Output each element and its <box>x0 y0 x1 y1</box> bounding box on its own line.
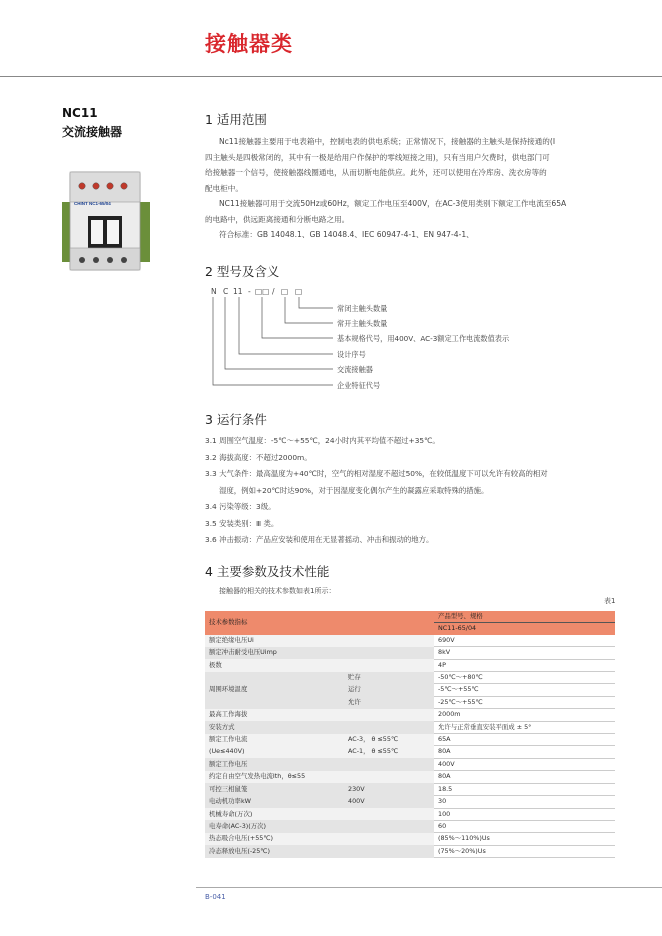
model-char: N <box>211 287 217 296</box>
table-row: 冷态释放电压(-25℃) (75%～20%)Us <box>205 845 615 857</box>
table-header-row <box>205 611 615 623</box>
table-row: 电寿命(AC-3)(万次) 60 <box>205 820 615 832</box>
table-row: 电动机功率kW 400V 30 <box>205 796 615 808</box>
section-1-line: 四主触头是四极常闭的，其中有一极是给用户作保护的零线短接之用)，只有当用户欠费时，供电部门可 <box>205 152 550 162</box>
condition-item: 3.4 污染等级：3级。 <box>205 502 276 511</box>
condition-item-cont: 湿度，例如+20℃时达90%，对于因湿度变化偶尔产生的凝露应采取特殊的措施。 <box>219 485 489 495</box>
section-1-line: 符合标准：GB 14048.1、GB 14048.4、IEC 60947-4-1、EN 947-4-1、 <box>219 230 474 239</box>
table-row: 额定冲击耐受电压Uimp 8kV <box>205 647 615 659</box>
model-designation-diagram <box>205 284 565 396</box>
table-row: 热态吸合电压(+55℃) (85%～110%)Us <box>205 833 615 845</box>
table-row: 最高工作海拔 2000m <box>205 709 615 721</box>
header-product-type: 产品型号、规格 <box>434 611 615 623</box>
model-label: 企业特征代号 <box>337 381 381 390</box>
section-3-title: 3 运行条件 <box>205 412 267 427</box>
model-label: 设计序号 <box>337 350 366 359</box>
table-label: 表1 <box>604 597 616 605</box>
table-intro: 接触器的相关的技术参数如表1所示： <box>219 587 336 595</box>
spec-table <box>205 611 615 858</box>
page-title: 接触器类 <box>205 32 293 56</box>
section-1-line: Nc11接触器主要用于电表箱中，控制电表的供电系统；正常情况下，接触器的主触头是保持接通的(I <box>219 137 556 146</box>
footer-rule <box>196 887 662 888</box>
model-char: C <box>223 287 229 296</box>
condition-item: 3.5 安装类别：Ⅲ 类。 <box>205 518 279 528</box>
table-row: 贮存 -50℃～+80℃ <box>205 672 615 684</box>
contactor-product-image <box>60 168 152 272</box>
table-row: (Ue≤440V) AC-1， θ ≤55℃ 80A <box>205 746 615 758</box>
section-1-line: NC11接触器可用于交流50Hz或60Hz，额定工作电压至400V，在AC-3使用类别下额定工作电流至65A <box>219 199 567 208</box>
table-row: 额定绝缘电压Ui 690V <box>205 635 615 647</box>
header-rule <box>0 76 662 77</box>
table-row: 可控三相鼠笼 230V 18.5 <box>205 783 615 795</box>
condition-item: 3.6 冲击振动：产品应安装和使用在无显著摇动、冲击和振动的地方。 <box>205 535 434 544</box>
table-row: 额定工作电压 400V <box>205 758 615 770</box>
condition-item: 3.2 海拔高度：不超过2000m。 <box>205 452 312 462</box>
model-char: □ <box>295 287 303 296</box>
model-char: □□ <box>255 287 270 296</box>
condition-item: 3.3 大气条件：最高温度为+40℃时，空气的相对湿度不超过50%，在较低温度下可以允许有较高的相对 <box>205 469 548 478</box>
model-char: □ <box>281 287 289 296</box>
model-char: - <box>248 287 251 296</box>
table-row: 周围环境温度 运行 -5℃～+55℃ <box>205 684 615 696</box>
model-label: 交流接触器 <box>337 365 373 374</box>
table-row: 安装方式 允许与正常垂直安装平面成 ± 5° <box>205 721 615 733</box>
product-image-label: CHINT NC1-65/04 <box>74 201 111 206</box>
section-3-body <box>205 434 625 550</box>
section-4-title: 4 主要参数及技术性能 <box>205 564 330 579</box>
model-char: 11 <box>233 287 243 296</box>
condition-item: 3.1 周围空气温度：-5℃～+55℃，24小时内其平均值不超过+35℃。 <box>205 436 440 445</box>
section-1-line: 给接触器一个信号，使接触器线圈通电，从而切断电能供应。此外，还可以使用在冷库房、洗衣房等的 <box>205 168 547 177</box>
section-1-title: 1 适用范围 <box>205 112 267 127</box>
model-label: 常闭主触头数量 <box>337 304 388 313</box>
product-code: NC11 <box>62 106 98 120</box>
header-model: NC11-65/04 <box>434 623 615 635</box>
header-param: 技术参数指标 <box>205 611 344 635</box>
table-row: 机械寿命(万次) 100 <box>205 808 615 820</box>
section-1-body <box>205 134 625 243</box>
table-row: 额定工作电流 AC-3， θ ≤55℃ 65A <box>205 734 615 746</box>
page-number: B-041 <box>205 893 226 901</box>
model-label: 基本规格代号，用400V、AC-3额定工作电流数值表示 <box>337 334 510 343</box>
section-1-line: 的电路中，供远距离接通和分断电路之用。 <box>205 214 350 224</box>
product-name: 交流接触器 <box>62 125 123 139</box>
table-row: 极数 4P <box>205 659 615 671</box>
section-2-title: 2 型号及含义 <box>205 264 280 279</box>
table-row: 允许 -25℃～+55℃ <box>205 696 615 708</box>
section-1-line: 配电柜中。 <box>205 183 243 193</box>
model-label: 常开主触头数量 <box>337 319 388 328</box>
table-row: 约定自由空气发热电流Ith，θ≤55 80A <box>205 771 615 783</box>
model-char: / <box>272 287 275 296</box>
